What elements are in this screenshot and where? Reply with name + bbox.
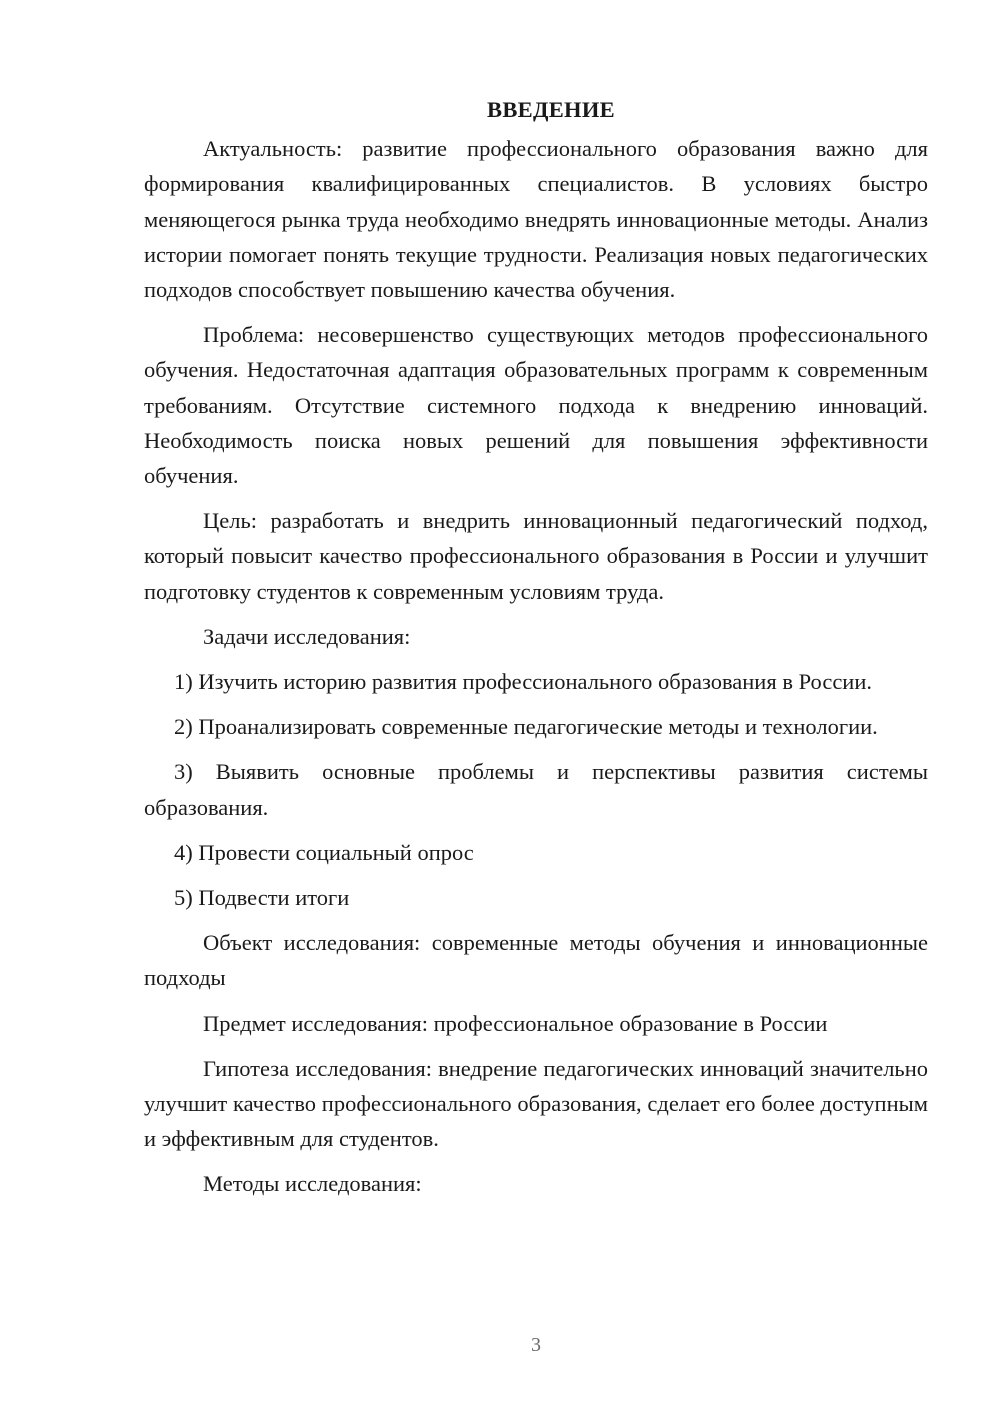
paragraph-relevance: Актуальность: развитие профессионального образования важно для формирования квалифицированных специалистов. В условиях быстро меняющегося рынка труда необходимо внедрять инновационные методы. Анализ истории помогает понять текущие трудности. Реализация новых педагогических подходов способствует повышению качества обучения. <box>144 136 928 303</box>
paragraph-problem: Проблема: несовершенство существующих методов профессионального обучения. Недостаточная адаптация образовательных программ к современным требованиям. Отсутствие системного подхода к внедрению инноваций. Необходимость поиска новых решений для повышения эффективности обучения. <box>144 322 928 489</box>
page-number: 3 <box>531 1334 541 1356</box>
tasks-title: Задачи исследования: <box>203 623 411 649</box>
methods-title: Методы исследования: <box>203 1171 422 1197</box>
paragraph-object: Объект исследования: современные методы обучения и инновационные подходы <box>144 930 928 991</box>
list-item-task-4: 4) Провести социальный опрос <box>174 839 474 865</box>
paragraph-subject: Предмет исследования: профессиональное образование в России <box>203 1010 828 1036</box>
list-item-task-5: 5) Подвести итоги <box>174 885 350 911</box>
list-item-task-1: 1) Изучить историю развития профессионального образования в России. <box>174 669 873 695</box>
list-item-task-3: 3) Выявить основные проблемы и перспективы развития системы образования. <box>144 759 928 820</box>
paragraph-hypothesis: Гипотеза исследования: внедрение педагогических инноваций значительно улучшит качество профессионального образования, сделает его более доступным и эффективным для студентов. <box>144 1055 928 1152</box>
page-content <box>144 92 928 1212</box>
page-title: ВВЕДЕНИЕ <box>487 97 615 122</box>
paragraph-goal: Цель: разработать и внедрить инновационный педагогический подход, который повысит качество профессионального образования в России и улучшит подготовку студентов к современным условиям труда. <box>144 508 928 604</box>
list-item-task-2: 2) Проанализировать современные педагогические методы и технологии. <box>174 714 878 740</box>
